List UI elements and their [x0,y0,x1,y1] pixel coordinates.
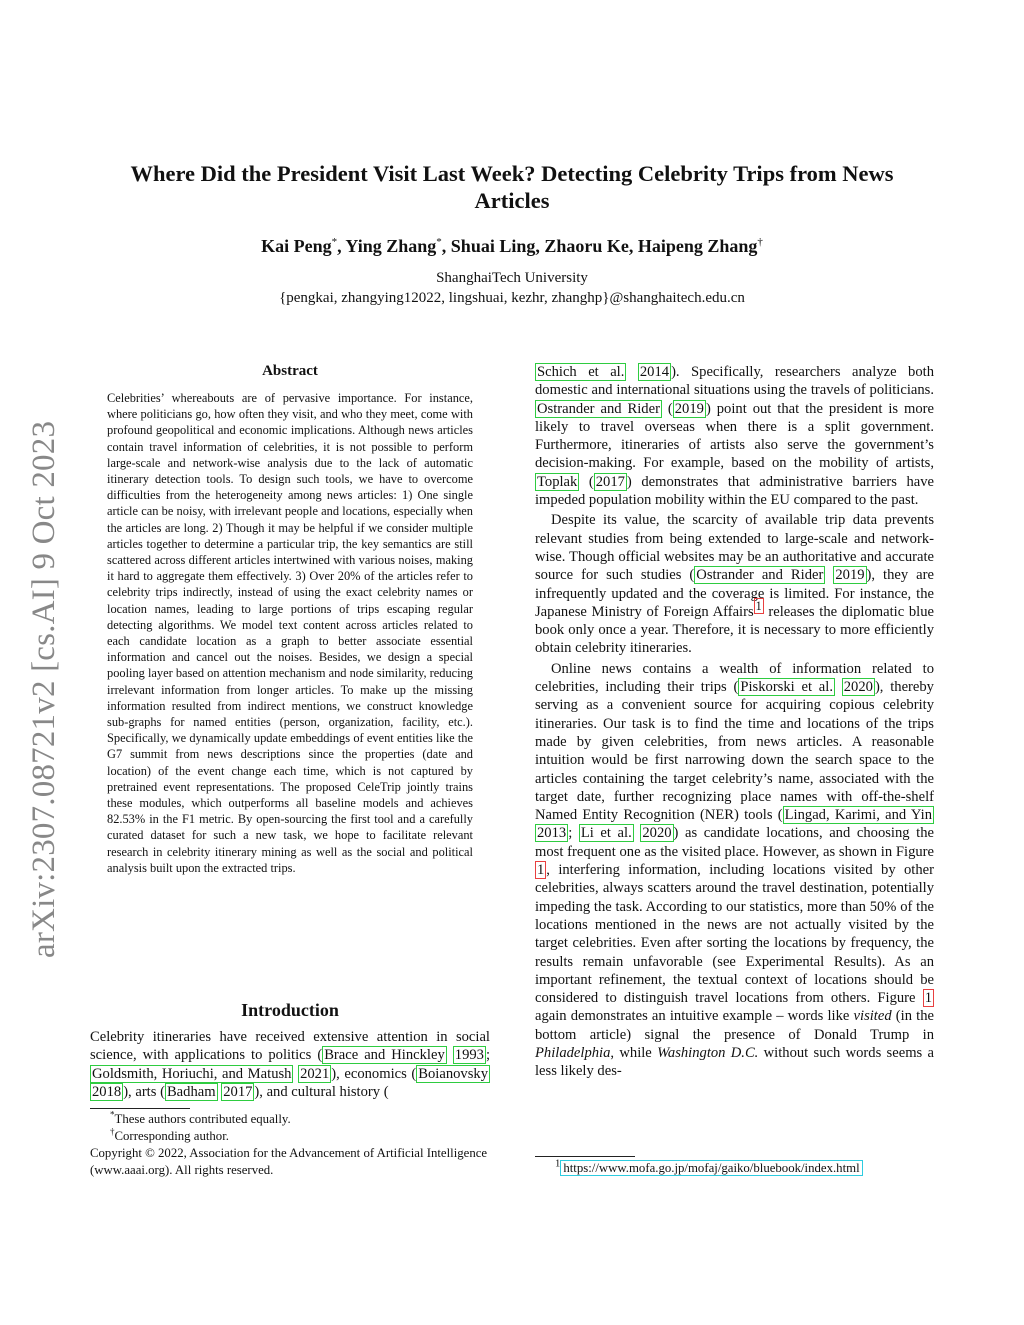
citation-link[interactable]: 2017 [595,473,625,490]
right-column [535,363,934,1081]
citation-link[interactable]: Boianovsky [418,1065,488,1082]
footnote-url-link[interactable]: https://www.mofa.go.jp/mofaj/gaiko/bluebook/index.html [560,1160,862,1176]
citation-link[interactable]: 2019 [674,400,704,417]
citation-link[interactable]: Piskorski et al. [740,679,833,696]
citation-link[interactable]: 2017 [223,1083,253,1100]
footnote-link[interactable]: 1 [755,599,762,613]
citation-link[interactable]: 2018 [92,1083,122,1100]
figure-link[interactable]: 1 [537,862,545,879]
figure-link[interactable]: 1 [924,990,932,1007]
left-column [90,363,490,876]
citation-link[interactable]: Ostrander and Rider [696,567,824,584]
citation-link[interactable]: Badham [166,1083,216,1100]
citation-link[interactable]: 2014 [639,364,670,380]
copyright-notice: Copyright © 2022, Association for the Advancement of Artificial Intelligence (www.aaai.org). All rights reserved. [90,1146,488,1177]
intro-paragraph-1-cont: Schich et al. 2014 ). Specifically, researchers analyze both domestic and international situations using the travels of politicians. Ostrander and Rider ( 2019 ) point out that the president is more likely to travel overseas when there is a split government. Furthermore, itineraries of artists also serve the government’s decision-making. For example, based on the mobility of artists, Toplak ( 2017 ) demonstrates that administrative barriers have impeded population mobility within the EU compared to the past. [535,364,934,509]
citation-link[interactable]: 2020 [642,825,672,842]
citation-link[interactable]: 2020 [843,679,873,696]
intro-paragraph-2: Despite its value, the scarcity of available trip data prevents relevant studies from being extended to large-scale and network-wise. Though official websites may be an authoritative and accurate source for such studies ( Ostrander and Rider 2019 ), they are infrequently updated and the coverage is limited. For instance, the Japanese Ministry of Foreign Affairs $^1$ releases the diplomatic blue book only once a year. Therefore, it is necessary to more efficiently obtain celebrity itineraries. [535,512,934,657]
abstract-text: Celebrities’ whereabouts are of pervasive importance. For instance, where politicians go, how often they visit, and who they meet, come with profound geopolitical and economic implications. Although news articles contain travel information of celebrities, it is not possible to perform large-scale and network-wise analysis due to the lack of automatic itinerary detection tools. To design such tools, we have to overcome difficulties from the heterogeneity among news articles: 1) One single article can be noisy, with irrelevant people and locations, especially when the articles are long. 2) Though it may be helpful if we consider multiple articles together to determine a particular trip, the key semantics are still scattered across different articles intertwined with various noises, making it hard to aggregate them effectively. 3) Over 20% of the articles refer to celebrity trips indirectly, instead of using the exact celebrity names or location names, leading to large portions of trips escaping regular detecting algorithms. We model text content across articles related to each candidate location as a graph to better associate essential information and cancel out the noises. Besides, we design a special pooling layer based on attention mechanism and node similarity, reducing irrelevant information from longer articles. To make up the missing information resulted from indirect mentions, we construct knowledge sub-graphs for named entities (person, organization, facility, etc.). Specifically, we dynamically update embeddings of event entities like the G7 summit from news descriptions since the properties (date and location) of the event change each time, which is not captured by pretrained event representations. The proposed CeleTrip jointly trains these modules, which outperforms all baseline models and achieves 82.53% in the F1 metric. By open-sourcing the first tool and a carefully curated dataset for such a new task, we hope to facilitate relevant research in celebrity itinerary mining as well as the social and political analysis built upon the extracted trips. [107,391,474,875]
citation-link[interactable]: 2019 [835,567,865,584]
footnote-rule [90,1108,190,1109]
citation-link[interactable]: 2013 [537,825,567,842]
citation-link[interactable]: Lingad, Karimi, and Yin [784,807,933,824]
citation-link[interactable]: Li et al. [580,825,632,842]
author-emails: {pengkai, zhangying12022, lingshuai, kezhr, zhanghp}@shanghaitech.edu.cn [279,290,745,306]
arxiv-stamp: arXiv:2307.08721v2 [cs.AI] 9 Oct 2023 [26,420,62,958]
footnotes: *These authors contributed equally. †Corresponding author. Copyright © 2022, Association for the Advancement of Artificial Intelligence (www.aaai.org). All rights reserved. [90,1111,490,1179]
introduction-heading: Introduction [241,1000,339,1020]
footnote-rule-right [535,1156,635,1157]
affiliation: ShanghaiTech University {pengkai, zhangying12022, lingshuai, kezhr, zhanghp}@shanghaitech.edu.cn [90,268,934,308]
footnote-1: $^1$ https://www.mofa.go.jp/mofaj/gaiko/bluebook/index.html [555,1160,863,1177]
citation-link[interactable]: 1993 [454,1047,484,1064]
intro-paragraph-1-start: Celebrity itineraries have received extensive attention in social science, with applications to politics ( Brace and Hinckley 1993 ; Goldsmith, Horiuchi, and Matush 2021 ), economics ( Boianovsky 2018 ), arts ( Badham 2017 ), and cultural history ( [90,1029,491,1100]
citation-link[interactable]: Brace and Hinckley [324,1047,445,1064]
intro-paragraph-3: Online news contains a wealth of information related to celebrities, including their trips ( Piskorski et al. 2020 ), thereby serving as a convenient source for acquiring copious celebrity itineraries. Our task is to find the time and locations of the trips made by given celebrities, from news articles. A reasonable intuition would be first narrowing down the search space to the articles containing the target celebrity’s name, associated with the target date, further recognizing place names with off-the-shelf Named Entity Recognition (NER) tools ( Lingad, Karimi, and Yin 2013 ; Li et al. 2020 ) as candidate locations, and choosing the most frequent one as the visited place. However, as shown in Figure 1 , interfering information, including locations visited by other celebrities, always scatters around the travel destination, potentially impeding the task. According to our statistics, more than 50% of the locations mentioned in the news are not actually visited by the target celebrities. Even after sorting the locations by frequency, the results remain unfavorable (see Experimental Results). As an important refinement, the textual context of locations should be considered to distinguish travel locations from others. Figure 1 again demonstrates an intuitive example – words like visited (in the bottom article) signal the presence of Donald Trump in Philadelphia, while Washington D.C. without such words seems a less likely des- [535,660,934,1080]
citation-link[interactable]: Toplak [537,473,578,490]
abstract-heading: Abstract [262,363,318,379]
paper-title: Where Did the President Visit Last Week? Detecting Celebrity Trips from News Articles [130,161,894,213]
citation-link[interactable]: Goldsmith, Horiuchi, and Matush [92,1065,292,1082]
citation-link[interactable]: 2021 [300,1065,330,1082]
author-list: Kai Peng*, Ying Zhang*, Shuai Ling, Zhaoru Ke, Haipeng Zhang† [261,236,763,256]
citation-link[interactable]: Schich et al. [537,364,625,380]
citation-link[interactable]: Ostrander and Rider [537,400,660,417]
